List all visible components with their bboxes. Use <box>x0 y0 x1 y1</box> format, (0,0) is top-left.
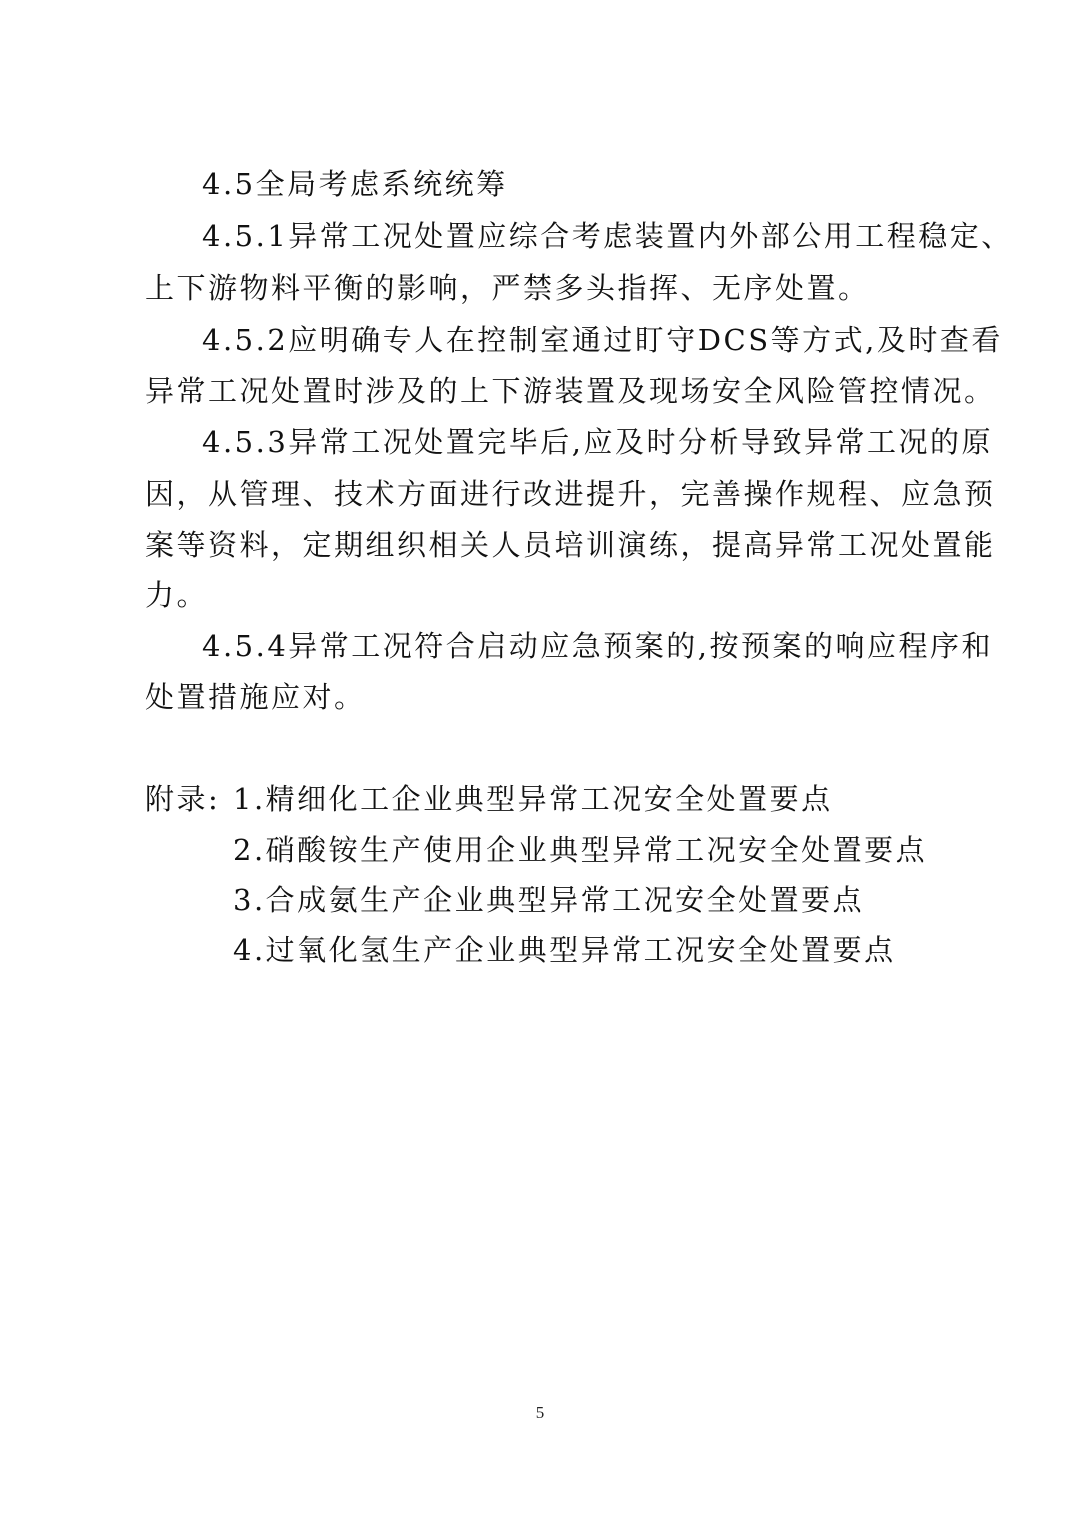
appendix-item-4: 4.过氧化氢生产企业典型异常工况安全处置要点 <box>233 933 896 967</box>
appendix-item-1: 1.精细化工企业典型异常工况安全处置要点 <box>233 782 833 816</box>
paragraph-4-5-2-line-1: 4.5.2应明确专人在控制室通过盯守DCS等方式,及时查看 <box>202 323 1003 357</box>
paragraph-4-5-3-line-2: 因，从管理、技术方面进行改进提升，完善操作规程、应急预 <box>145 477 996 511</box>
paragraph-4-5-1-line-2: 上下游物料平衡的影响，严禁多头指挥、无序处置。 <box>145 271 870 305</box>
paragraph-4-5-3-line-1: 4.5.3异常工况处置完毕后,应及时分析导致异常工况的原 <box>202 425 994 459</box>
appendix-item-3: 3.合成氨生产企业典型异常工况安全处置要点 <box>233 883 865 917</box>
paragraph-4-5-1-line-1: 4.5.1异常工况处置应综合考虑装置内外部公用工程稳定、 <box>202 219 1013 253</box>
appendix-item-2: 2.硝酸铵生产使用企业典型异常工况安全处置要点 <box>233 833 928 867</box>
paragraph-4-5-4-line-1: 4.5.4异常工况符合启动应急预案的,按预案的响应程序和 <box>202 629 994 663</box>
paragraph-4-5-3-line-4: 力。 <box>145 578 209 612</box>
paragraph-4-5-3-line-3: 案等资料，定期组织相关人员培训演练，提高异常工况处置能 <box>145 528 996 562</box>
paragraph-4-5-2-line-2: 异常工况处置时涉及的上下游装置及现场安全风险管控情况。 <box>145 374 996 408</box>
appendix-label: 附录: <box>145 782 221 816</box>
paragraph-4-5-4-line-2: 处置措施应对。 <box>145 680 366 714</box>
page-number: 5 <box>535 1403 545 1422</box>
section-heading: 4.5全局考虑系统统筹 <box>202 167 508 201</box>
